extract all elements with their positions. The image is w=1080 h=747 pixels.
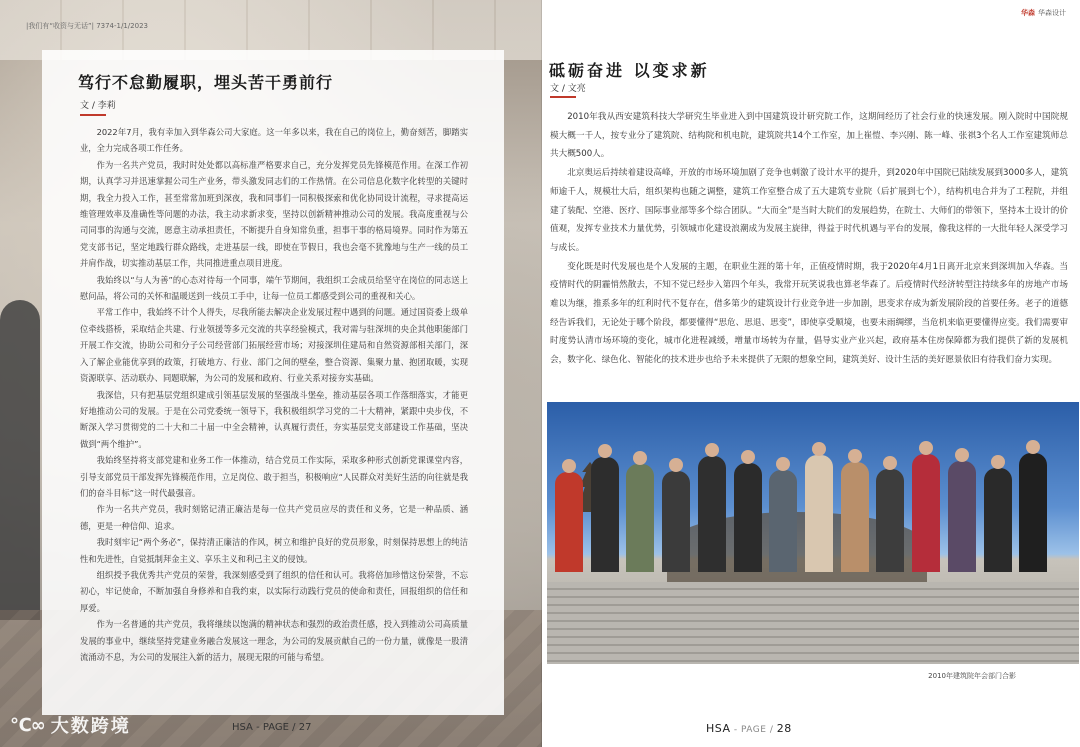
photo-figure xyxy=(698,456,726,572)
photo-people xyxy=(547,402,1079,664)
paragraph: 组织授予我优秀共产党员的荣誉，我深刻感受到了组织的信任和认可。我将倍加珍惜这份荣誉，不忘初心，牢记使命，不断加强自身修养和自我约束，以实际行动践行党员的使命和责任，回报组织的信任和厚爱。 xyxy=(80,569,468,613)
paragraph: 作为一名共产党员，我时刻铭记清正廉洁是每一位共产党员应尽的责任和义务，它是一种品质、涵德，更是一种信仰、追求。 xyxy=(80,504,468,531)
journal-tag: |我们有“收资与无话”| 7374-1/1/2023 xyxy=(26,22,148,30)
paragraph: 2010年我从西安建筑科技大学研究生毕业进入到中国建筑设计研究院工作，这期间经历了社会行业的快速发展。刚入院时中国院规模大概一千人，按专业分了建筑院、结构院和机电院，建筑院共14个工作室，加上崔愷、李兴刚、陈一峰、张祺3个名人工作室建筑师总共大概500人。 xyxy=(550,112,1068,160)
page-folio-right xyxy=(706,722,792,735)
watermark-icon: ℃∞ xyxy=(10,714,45,736)
watermark-text: 大数跨境 xyxy=(50,716,131,737)
paragraph: 平常工作中，我始终不计个人得失，尽我所能去解决企业发展过程中遇到的问题。通过国资委上级单位牵线搭桥，采取结企共建、行业领援等多元交流的共享经验模式，我对需与驻深圳的央企其他职能部门开展工作交流，协助公司和分子公司经营部门拓展经营市场；对接深圳住建局和自然资源部相关部门，深入了解企业能优享到的政策，打破地方、行业、部门之间的壁垒，整合资源、集聚力量、抱团取暖，实现资源联享、活动联办、同题联解，为公司的发展和政府、行业关系对接夯实基础。 xyxy=(80,307,468,384)
photo-figure xyxy=(734,463,762,572)
paragraph: 我始终以“与人为善”的心态对待每一个同事，端午节期间，我组织工会成员给坚守在岗位的同志送上慰问品，将公司的关怀和温暖送到一线员工手中，让每一位员工都感受到公司的重视和关心。 xyxy=(80,274,468,302)
paragraph: 我始终坚持将支部党建和业务工作一体推动，结合党员工作实际，采取多种形式创新党课课堂内容，引导支部党员干部发挥先锋模范作用，立足岗位、敢于担当，积极响应“人民群众对美好生活的向往就是我们的奋斗目标”这一时代最强音。 xyxy=(80,455,468,498)
right-page xyxy=(542,0,1080,747)
article-title: 笃行不怠勤履职，埋头苦干勇前行 xyxy=(78,73,334,92)
paragraph: 作为一名普通的共产党员，我将继续以饱满的精神状态和强烈的政治责任感，投入到推动公司高质量发展的事业中，继续坚持党建业务融合发展这一理念，为公司的发展贡献自己的一份力量，就像是一股清流涌动不息，为公司的发展注入新的活力，展现无限的可能与希望。 xyxy=(80,619,468,662)
paragraph: 我时刻牢记“两个务必”，保持清正廉洁的作风，树立和维护良好的党员形象，时刻保持思想上的纯洁性和先进性，自觉抵制拜金主义、享乐主义和利己主义的侵蚀。 xyxy=(80,537,468,564)
photo-figure xyxy=(555,472,583,572)
paragraph: 北京奥运后持续着建设高峰，开放的市场环境加剧了竞争也刺激了设计水平的提升，到2020年中国院已陆续发展到3000多人，建筑师逾千人，规模壮大后，组织架构也随之调整，建筑工作室整合成了五大建筑专业院（后扩展到七个），结构机电合并为了工程院，并组建了装配、空港、医疗、国际事业部等多个综合团队。“大而全”是当时大院们的发展趋势，在院士、大师们的带领下，坚持本土设计的价值观，发挥专业技术力量优势，引领城市化建设浪潮成为发展主旋律，得益于时代机遇与平台的发展，像我这样的一大批年轻人深受学习与成长。 xyxy=(550,168,1068,253)
folio-number: 28 xyxy=(776,722,792,735)
photo-figure xyxy=(948,461,976,572)
photo-figure xyxy=(591,457,619,572)
paragraph: 2022年7月，我有幸加入到华森公司大家庭。这一年多以来，我在自己的岗位上，勤奋刻苦，脚踏实业，全力完成各项工作任务。 xyxy=(80,127,468,154)
brand-logo xyxy=(1021,8,1066,18)
photo-figure xyxy=(626,464,654,572)
paragraph: 作为一名共产党员，我时时处处都以高标准严格要求自己，充分发挥党员先锋模范作用。在深工作初期，认真学习并迅速掌握公司生产业务，带头激发同志们的工作热情。在公司信息化数字化转型的关键时期，我全力投入工作，甚至常常加班到深夜，我和同事们一同积极探索和优化协同设计流程，寻求提高运维管理效率及准确性等问题的办法，我主动求新求变，坚持以创新精神推动公司的发展。我高度重视与公司同事的沟通与交流，愿意主动承担责任，不断提升自身知常负重，担事干事的格局境界。同时作为第五党支部书记，坚定地践行群众路线，走进基层一线，即使在节假日，我也会毫不犹豫地与生产一线的员工并肩作战，切实推动基层工作，共同推进重点项目进度。 xyxy=(80,159,468,269)
paragraph: 变化既是时代发展也是个人发展的主题，在职业生涯的第十年，正值疫情时期，我于2020年4月1日离开北京来到深圳加入华森。当疫情时代的阴霾悄然散去，不知不觉已经步入第四个年头，我常开玩笑说我也算老华森了。后疫情时代经济转型注持续多年的房地产市场难以为继，推系多年的红利时代不复存在，借多第少的建筑设计行业竞争进一步加剧，思变求存成为新发展阶段的首要任务。老子的道德经告诉我们，无论处于哪个阶段，都要懂得“思危、思退、思变”，即使享受顺境，也要未雨绸缪，当危机来临更要懂得应变。我们需要审时度势认清市场环境的变化，城市化进程减缓，增量市场转为存量，倡导实业产业兴起，政府基本住房保障都为我们提供了新的发展机会，数字化、绿色化、智能化的技术进步也给予未来提供了无限的想象空间，建筑美好、设计生活的美好愿景依旧有待我们奋力实现。 xyxy=(550,261,1068,366)
article-author: 文 / 李莉 xyxy=(80,101,116,111)
photo-figure xyxy=(841,462,869,572)
group-photo xyxy=(547,402,1079,664)
photo-caption: 2010年建筑院年会部门合影 xyxy=(928,672,1016,680)
photo-figure xyxy=(662,471,690,572)
watermark-logo xyxy=(10,712,131,738)
photo-figure xyxy=(984,468,1012,572)
folio-label: HSA xyxy=(706,722,731,735)
brand-mark-icon: 华森 xyxy=(1021,9,1035,17)
photo-figure xyxy=(876,469,904,572)
article-body xyxy=(550,108,1068,370)
brand-name: 华森设计 xyxy=(1038,9,1066,17)
article-title: 砥砺奋进 以变求新 xyxy=(549,61,710,80)
paragraph: 我深信，只有把基层党组织建成引领基层发展的坚强战斗堡垒，推动基层各项工作落细落实，才能更好地推动公司的发展。于是在公司党委统一领导下，我积极组织学习党的二十大精神，紧跟中央步伐，不断深入学习贯彻党的二十大和二十届一中全会精神，认真履行责任，夯实基层党支部建设工作基础，坚决做到“两个维护”。 xyxy=(80,389,468,449)
photo-figure xyxy=(769,470,797,572)
background-photo-person xyxy=(0,300,40,620)
photo-figure xyxy=(805,455,833,572)
author-underline xyxy=(80,114,106,116)
article-author: 文 / 文亮 xyxy=(550,84,586,94)
author-underline xyxy=(550,96,576,98)
folio-page-text: - PAGE / xyxy=(730,725,777,735)
photo-figure xyxy=(912,454,940,572)
article-body xyxy=(80,124,468,665)
photo-figure xyxy=(1019,453,1047,572)
page-folio-left: HSA - PAGE / 27 xyxy=(232,722,312,733)
